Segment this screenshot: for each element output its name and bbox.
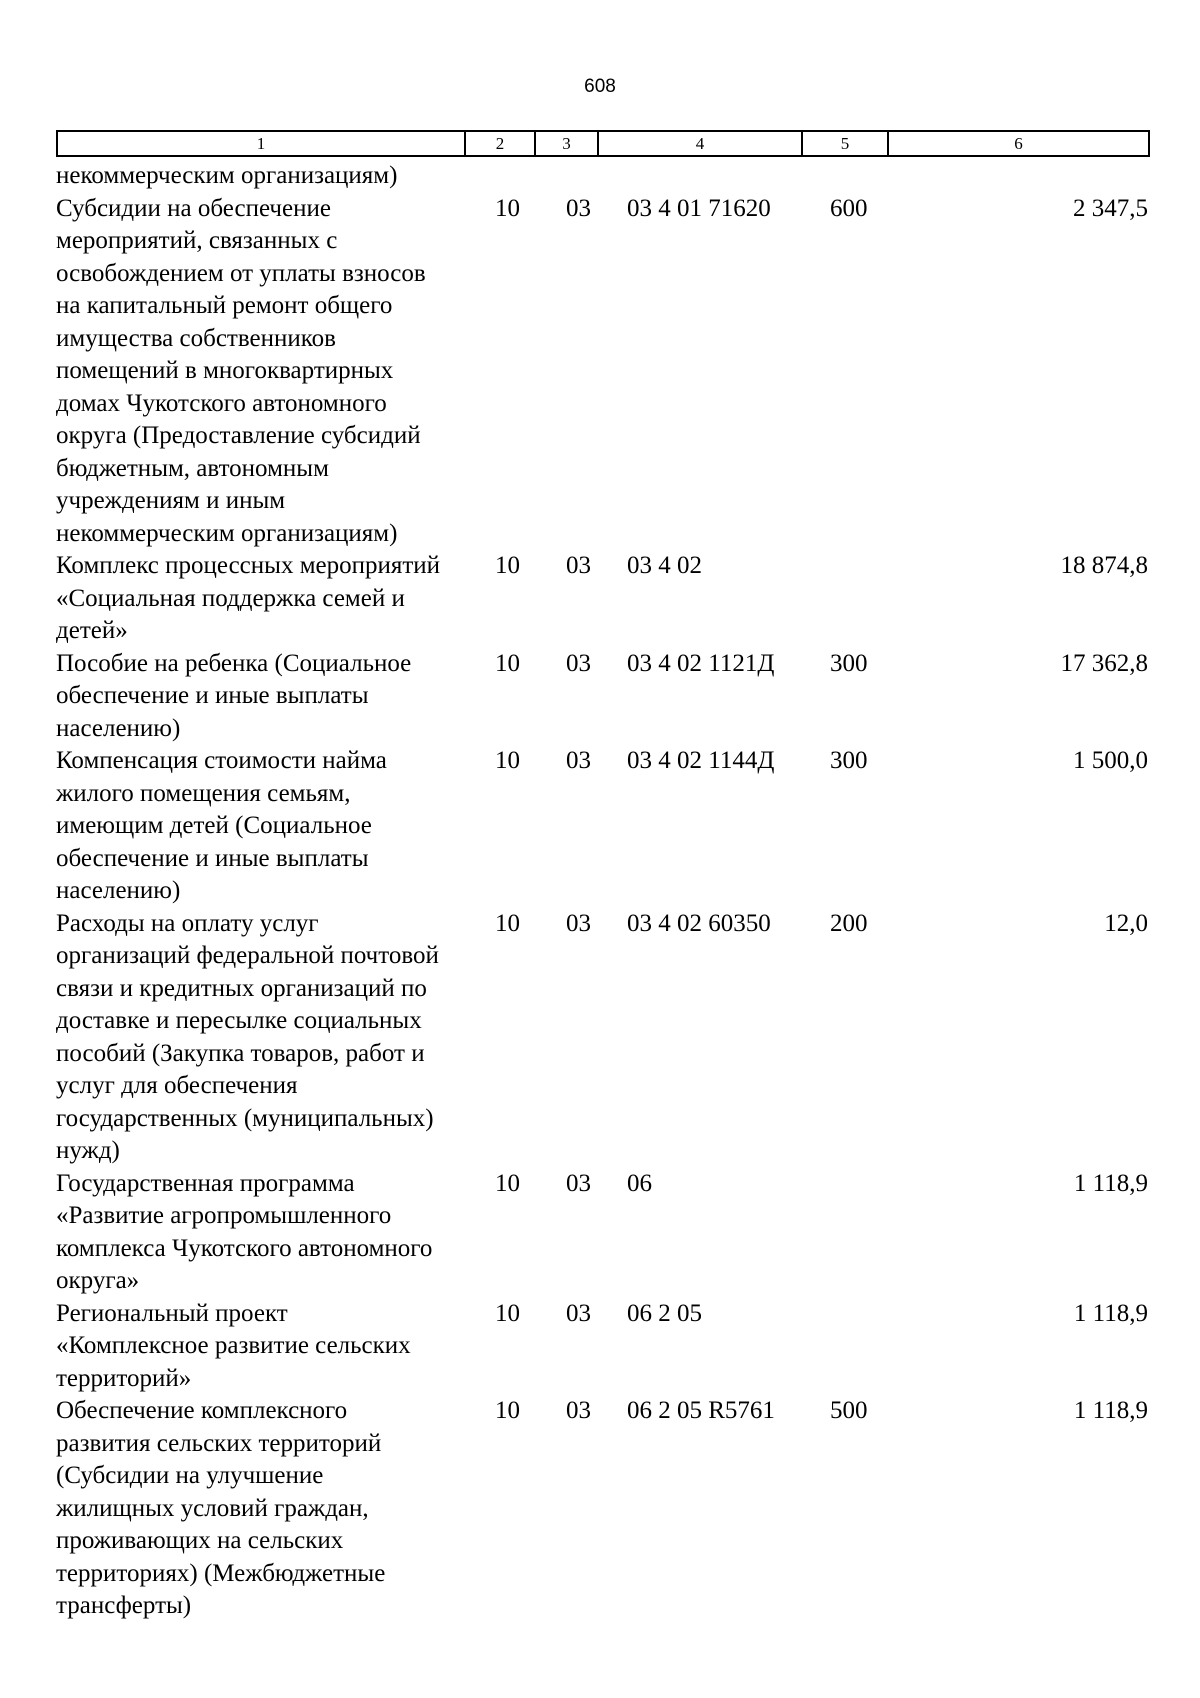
table-row [56,1168,1148,1298]
row-section: 10 [495,552,520,579]
row-section: 10 [495,1299,520,1327]
row-section: 10 [495,649,520,677]
row-subsection: 03 [566,747,591,774]
row-amount: 12,0 [1104,909,1148,937]
row-target-article: 06 2 05 [627,1299,702,1327]
row-expense-type [830,1168,914,1298]
header-col-1: 1 [57,131,465,156]
row-subsection: 03 [566,1397,591,1424]
row-name: Государственная программа «Развитие агропромышленного комплекса Чукотского автономного округа» [56,1169,433,1294]
row-expense-type: 500 [830,1397,868,1424]
table-row [56,1298,1148,1396]
header-col-3: 3 [535,131,598,156]
table-row [56,193,1148,551]
header-col-6: 6 [888,131,1149,156]
row-target-article: 06 [627,1169,652,1197]
row-section: 10 [495,747,520,774]
row-name: Обеспечение комплексного развития сельских территорий (Субсидии на улучшение жилищных условий граждан, проживающих на сельских территориях) (Межбюджетные трансферты) [56,1397,386,1619]
row-subsection: 03 [566,649,591,677]
row-amount: 1 118,9 [1073,1169,1148,1197]
row-amount: 17 362,8 [1060,649,1148,677]
row-expense-type: 300 [830,649,868,677]
row-amount [914,160,1148,193]
row-section: 10 [495,909,520,937]
row-name: Пособие на ребенка (Социальное обеспечение и иные выплаты населению) [56,649,412,742]
row-section: 10 [495,194,520,222]
row-amount: 18 874,8 [1060,552,1148,579]
table-row [56,1395,1148,1623]
row-subsection: 03 [566,1299,591,1327]
row-expense-type: 600 [830,194,868,222]
row-subsection: 03 [566,552,591,579]
row-section: 10 [495,1169,520,1197]
table-header [56,130,1150,157]
row-target-article [627,160,830,193]
table-row [56,550,1148,648]
table-row [56,648,1148,746]
row-subsection: 03 [566,194,591,222]
table-row [56,745,1148,908]
row-name: Региональный проект «Комплексное развитие сельских территорий» [56,1299,411,1392]
row-amount: 1 118,9 [1073,1299,1148,1327]
header-col-2: 2 [465,131,535,156]
row-target-article: 03 4 01 71620 [627,194,771,222]
row-name: Компенсация стоимости найма жилого помещения семьям, имеющим детей (Социальное обеспечение и иные выплаты населению) [56,747,387,904]
row-expense-type [830,550,914,648]
table-row [56,908,1148,1168]
row-target-article: 03 4 02 60350 [627,909,771,937]
row-name: Расходы на оплату услуг организаций федеральной почтовой связи и кредитных организаций по доставке и пересылке социальных пособий (Закупка товаров, работ и услуг для обеспечения государственных (муниципальных) нужд) [56,909,439,1164]
header-col-5: 5 [802,131,888,156]
table-row [56,160,1148,193]
row-amount: 1 118,9 [1073,1397,1148,1424]
row-subsection: 03 [566,1169,591,1197]
row-subsection: 03 [566,909,591,937]
row-section [493,160,564,193]
row-expense-type [830,160,914,193]
row-expense-type [830,1298,914,1396]
row-expense-type: 200 [830,909,868,937]
row-amount: 1 500,0 [1073,747,1148,774]
row-expense-type: 300 [830,747,868,774]
budget-table [56,160,1148,1623]
row-target-article: 06 2 05 R5761 [627,1397,775,1424]
row-name: Субсидии на обеспечение мероприятий, связанных с освобождением от уплаты взносов на капитальный ремонт общего имущества собственников помещений в многоквартирных домах Чукотского автономного округа (Предоставление субсидий бюджетным, автономным учреждениям и иным некоммерческим организациям) [56,194,426,547]
row-name: Комплекс процессных мероприятий «Социальная поддержка семей и детей» [56,552,441,644]
row-target-article: 03 4 02 [627,552,702,579]
header-col-4: 4 [598,131,802,156]
row-amount: 2 347,5 [1073,194,1148,222]
row-target-article: 03 4 02 1144Д [627,747,775,774]
row-target-article: 03 4 02 1121Д [627,649,775,677]
row-name: некоммерческим организациям) [56,162,398,189]
page-number: 608 [584,76,616,97]
row-section: 10 [495,1397,520,1424]
row-subsection [564,160,627,193]
